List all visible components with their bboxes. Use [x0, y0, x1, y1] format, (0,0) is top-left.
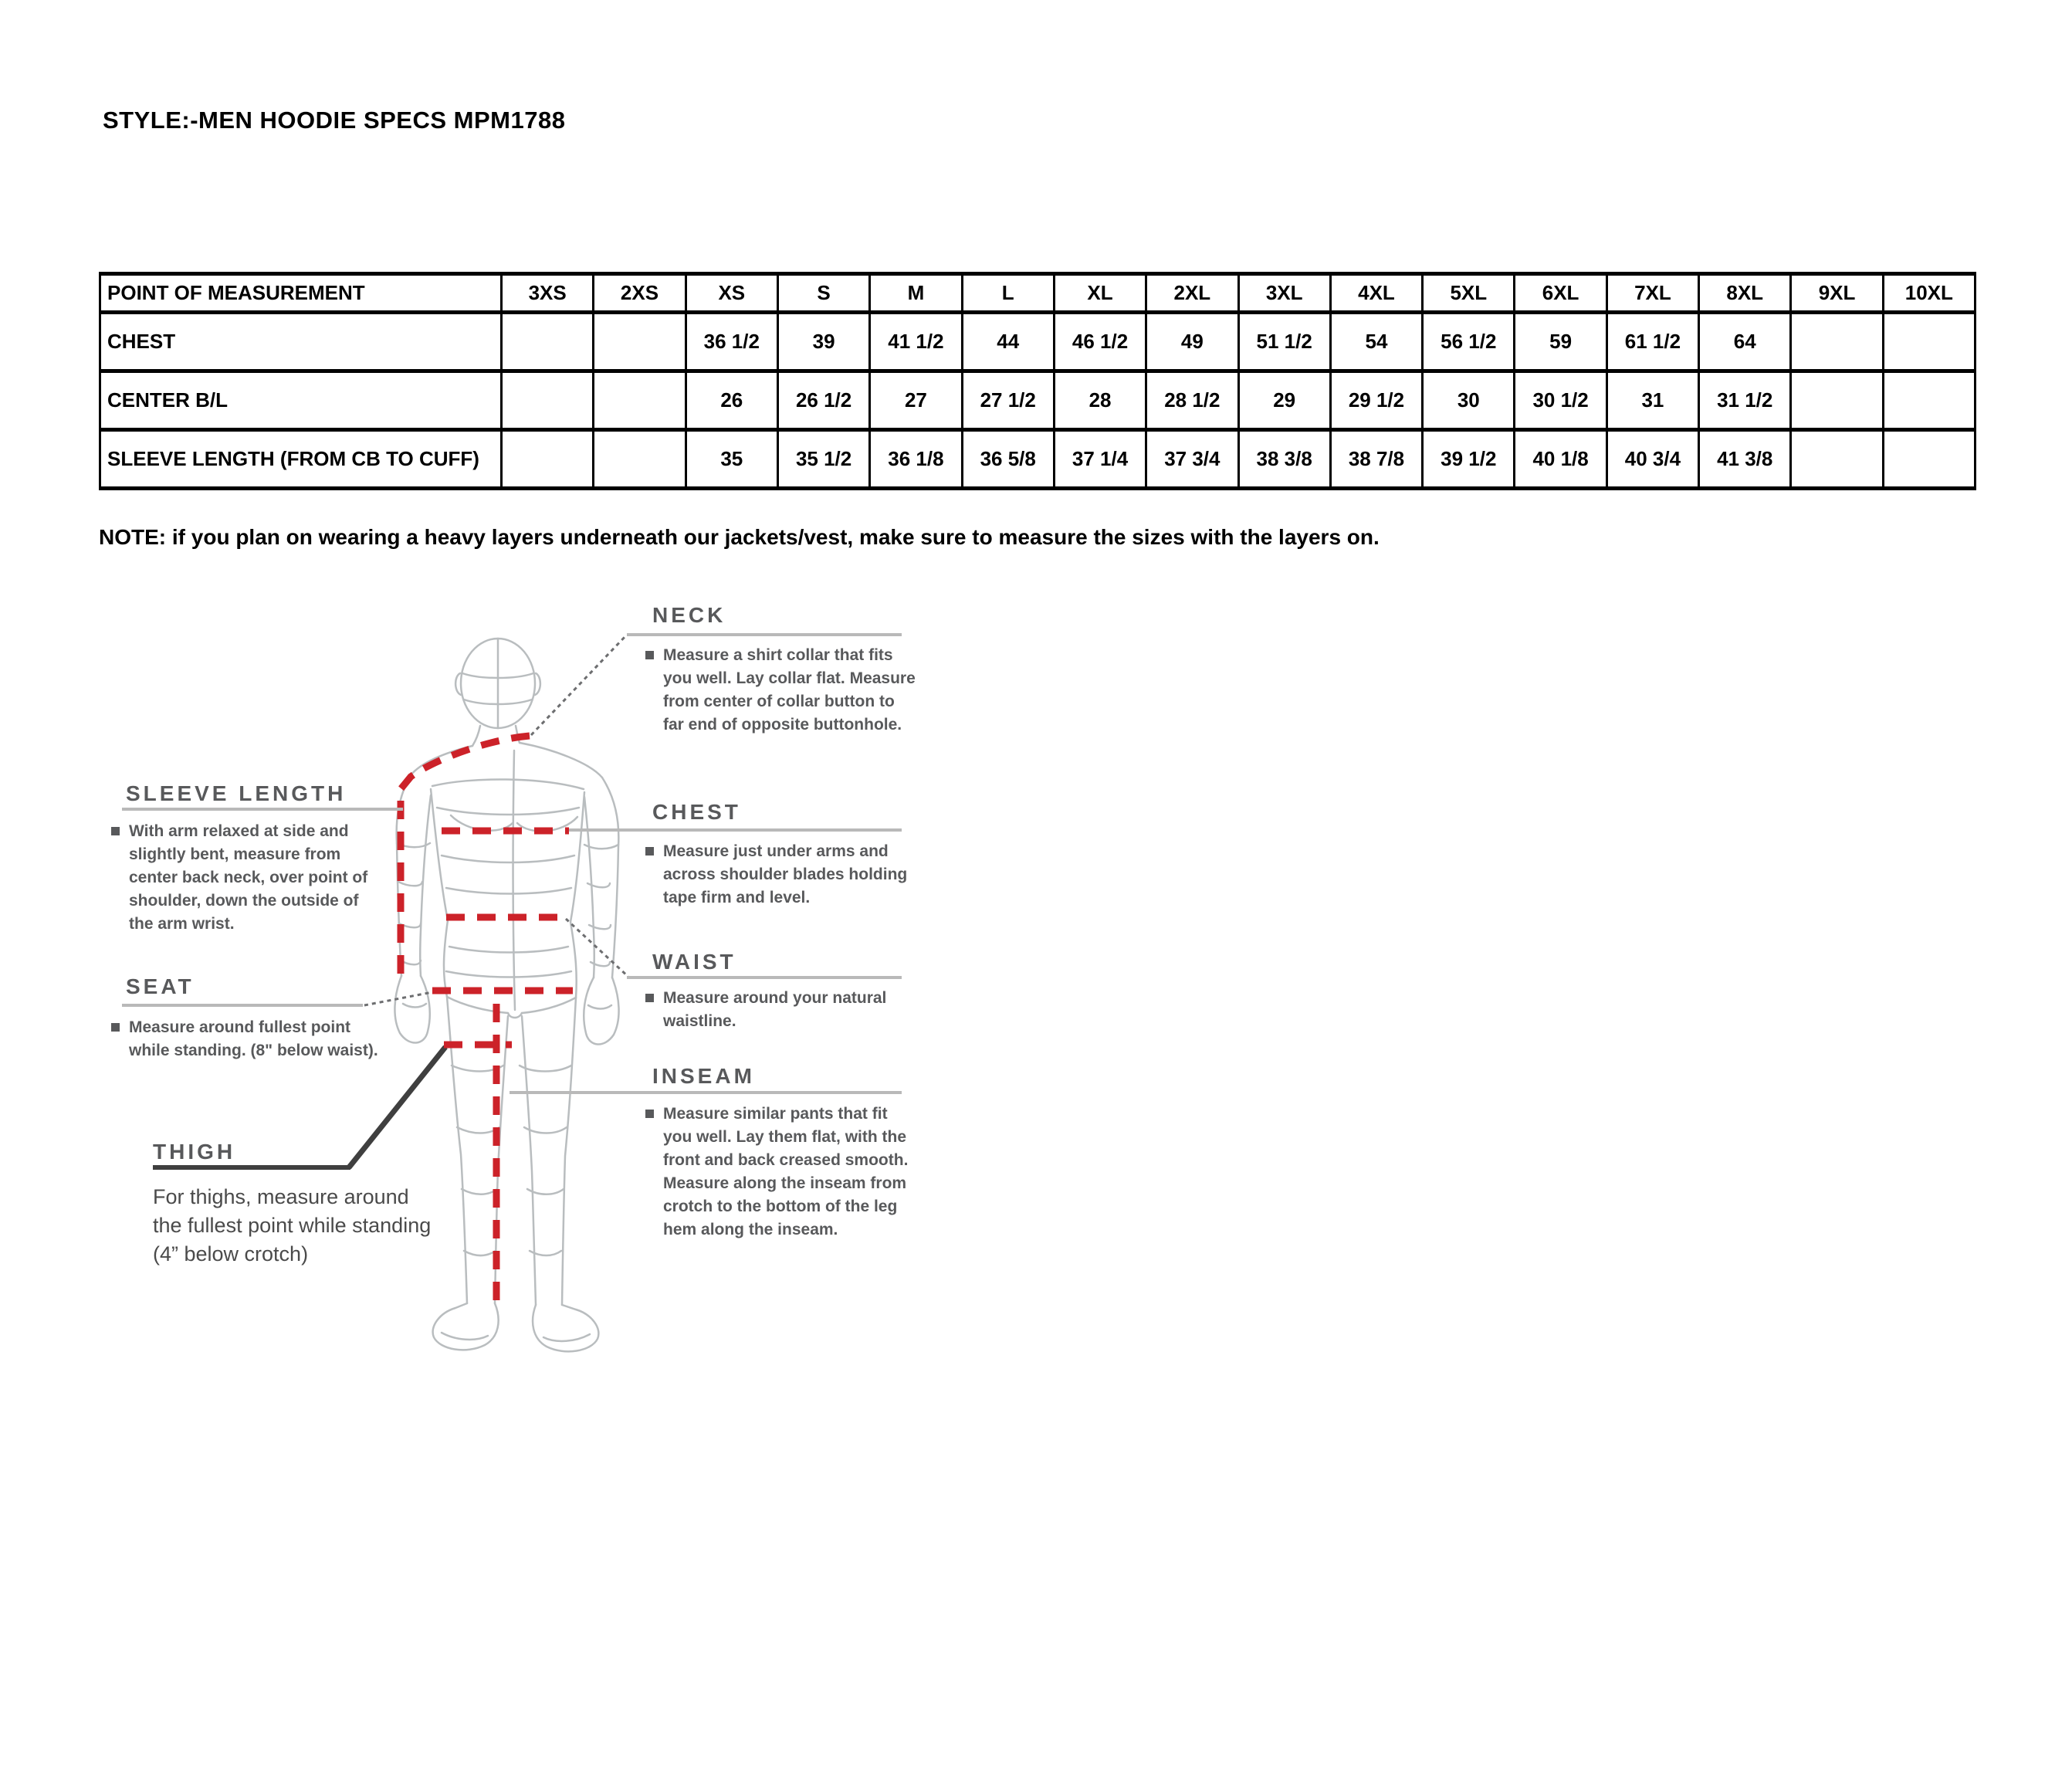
column-header-9xl: 9XL — [1791, 274, 1883, 313]
size-value-cell: 61 1/2 — [1606, 313, 1698, 371]
size-value-cell: 26 — [686, 371, 777, 430]
inseam-label-title: INSEAM — [652, 1064, 755, 1088]
size-value-cell: 29 — [1238, 371, 1330, 430]
chest-label-desc-block — [645, 840, 916, 910]
sleeve-length-label-desc: With arm relaxed at side and slightly bent, measure from center back neck, over point of shoulder, down the outside of the arm wrist. — [129, 822, 368, 933]
size-value-cell: 28 1/2 — [1146, 371, 1238, 430]
column-header-s: S — [777, 274, 869, 313]
size-value-cell: 26 1/2 — [777, 371, 869, 430]
seat-label-desc: Measure around fullest point while standing. (8" below waist). — [129, 1018, 378, 1059]
size-value-cell: 41 1/2 — [870, 313, 962, 371]
leader-lines — [349, 635, 630, 1167]
size-value-cell: 27 1/2 — [962, 371, 1054, 430]
column-header-6xl: 6XL — [1515, 274, 1606, 313]
column-header-m: M — [870, 274, 962, 313]
neck-label-rule — [627, 633, 902, 636]
bullet-square-icon — [645, 994, 654, 1002]
waist-label-title: WAIST — [652, 950, 736, 974]
size-value-cell: 35 — [686, 430, 777, 489]
seat-label-rule — [122, 1004, 363, 1007]
sleeve-length-label-rule — [122, 808, 403, 811]
column-header-point-of-measurement: POINT OF MEASUREMENT — [100, 274, 502, 313]
column-header-2xl: 2XL — [1146, 274, 1238, 313]
size-value-cell: 31 1/2 — [1699, 371, 1791, 430]
bullet-square-icon — [645, 1110, 654, 1118]
note-text: NOTE: if you plan on wearing a heavy layers underneath our jackets/vest, make sure to measure the sizes with the layers on. — [99, 525, 1380, 549]
bullet-square-icon — [111, 1023, 120, 1032]
row-label-sleeve-length: SLEEVE LENGTH (FROM CB TO CUFF) — [100, 430, 502, 489]
bullet-square-icon — [111, 827, 120, 835]
bullet-square-icon — [645, 847, 654, 856]
size-value-cell: 38 7/8 — [1330, 430, 1422, 489]
column-header-3xs: 3XS — [502, 274, 594, 313]
neck-label-desc-block — [645, 644, 916, 737]
chest-label-rule — [627, 828, 902, 832]
chest-label-title: CHEST — [652, 800, 741, 824]
thigh-leader-line — [349, 1047, 445, 1167]
size-value-cell: 41 3/8 — [1699, 430, 1791, 489]
size-value-cell: 64 — [1699, 313, 1791, 371]
column-header-5xl: 5XL — [1423, 274, 1515, 313]
size-value-cell: 59 — [1515, 313, 1606, 371]
waist-label-desc: Measure around your natural waistline. — [663, 989, 887, 1030]
size-value-cell: 49 — [1146, 313, 1238, 371]
size-value-cell: 37 3/4 — [1146, 430, 1238, 489]
neck-label-desc: Measure a shirt collar that fits you well. Lay collar flat. Measure from center of collar button to far end of opposite buttonhole. — [663, 646, 916, 734]
neck-label-title: NECK — [652, 603, 726, 627]
size-value-cell: 36 1/2 — [686, 313, 777, 371]
size-value-cell: 54 — [1330, 313, 1422, 371]
seat-label-title: SEAT — [126, 974, 195, 998]
size-value-cell: 36 1/8 — [870, 430, 962, 489]
row-label-chest: CHEST — [100, 313, 502, 371]
thigh-label-rule — [153, 1165, 350, 1170]
size-value-cell: 27 — [870, 371, 962, 430]
column-header-2xs: 2XS — [594, 274, 686, 313]
column-header-4xl: 4XL — [1330, 274, 1422, 313]
size-value-cell: 36 5/8 — [962, 430, 1054, 489]
page-title: STYLE:-MEN HOODIE SPECS MPM1788 — [103, 107, 566, 134]
column-header-xs: XS — [686, 274, 777, 313]
size-value-cell: 40 1/8 — [1515, 430, 1606, 489]
chest-label-desc: Measure just under arms and across shoulder blades holding tape firm and level. — [663, 842, 908, 906]
size-value-cell: 38 3/8 — [1238, 430, 1330, 489]
neck-leader-line — [531, 635, 627, 735]
size-value-cell: 30 — [1423, 371, 1515, 430]
thigh-label-title: THIGH — [153, 1140, 236, 1164]
size-value-cell: 35 1/2 — [777, 430, 869, 489]
row-label-center-bl: CENTER B/L — [100, 371, 502, 430]
size-value-cell: 39 1/2 — [1423, 430, 1515, 489]
size-value-cell: 51 1/2 — [1238, 313, 1330, 371]
seat-leader-line — [364, 992, 432, 1005]
thigh-label-desc-block — [153, 1183, 438, 1269]
size-value-cell: 46 1/2 — [1054, 313, 1146, 371]
column-header-3xl: 3XL — [1238, 274, 1330, 313]
inseam-label-desc-block — [645, 1103, 916, 1242]
size-value-cell: 29 1/2 — [1330, 371, 1422, 430]
size-value-cell: 40 3/4 — [1606, 430, 1698, 489]
seat-label-desc-block — [111, 1016, 381, 1062]
column-header-7xl: 7XL — [1606, 274, 1698, 313]
column-header-10xl: 10XL — [1883, 274, 1975, 313]
size-value-cell: 39 — [777, 313, 869, 371]
column-header-l: L — [962, 274, 1054, 313]
thigh-label-desc: For thighs, measure around the fullest point while standing (4” below crotch) — [153, 1185, 432, 1265]
waist-label-rule — [627, 976, 902, 979]
waist-label-desc-block — [645, 987, 916, 1033]
inseam-label-desc: Measure similar pants that fit you well. Lay them flat, with the front and back creased smooth. Measure along the inseam from crotch to the bottom of the leg hem along the inseam. — [663, 1105, 909, 1238]
size-value-cell: 30 1/2 — [1515, 371, 1606, 430]
sleeve-length-label-desc-block — [111, 820, 381, 936]
sleeve-length-label-title: SLEEVE LENGTH — [126, 781, 347, 805]
size-value-cell: 44 — [962, 313, 1054, 371]
bullet-square-icon — [645, 651, 654, 659]
column-header-xl: XL — [1054, 274, 1146, 313]
size-value-cell: 28 — [1054, 371, 1146, 430]
column-header-8xl: 8XL — [1699, 274, 1791, 313]
size-value-cell: 31 — [1606, 371, 1698, 430]
size-value-cell: 56 1/2 — [1423, 313, 1515, 371]
size-value-cell: 37 1/4 — [1054, 430, 1146, 489]
inseam-label-rule — [627, 1091, 902, 1094]
